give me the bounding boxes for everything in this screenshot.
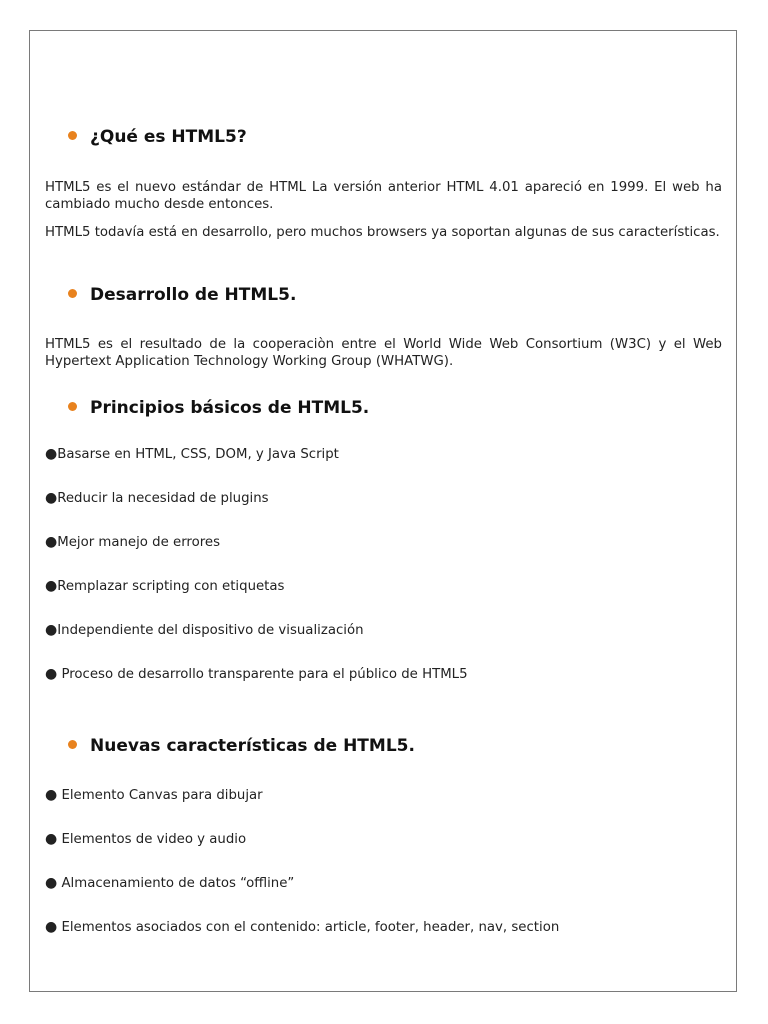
heading-bullet-icon <box>68 402 77 411</box>
bullet-icon: ● <box>45 919 58 935</box>
paragraph: HTML5 es el nuevo estándar de HTML La versión anterior HTML 4.01 apareció en 1999. El web ha cambiado mucho desde entonces. <box>45 180 722 212</box>
list-item-text: Elementos asociados con el contenido: article, footer, header, nav, section <box>57 920 560 935</box>
list-item-text: Almacenamiento de datos “offline” <box>57 876 295 891</box>
bullet-icon: ● <box>45 446 58 462</box>
section-heading-desarrollo <box>68 284 296 306</box>
list-item-text: Independiente del dispositivo de visualización <box>57 623 364 638</box>
heading-text: ¿Qué es HTML5? <box>90 127 247 147</box>
list-item-text: Mejor manejo de errores <box>57 535 221 550</box>
paragraph: HTML5 todavía está en desarrollo, pero muchos browsers ya soportan algunas de sus características. <box>45 225 720 240</box>
list-item <box>45 787 263 804</box>
heading-bullet-icon <box>68 131 77 140</box>
list-item <box>45 578 284 595</box>
bullet-icon: ● <box>45 490 58 506</box>
list-item-text: Remplazar scripting con etiquetas <box>57 579 285 594</box>
bullet-icon: ● <box>45 622 58 638</box>
heading-text: Principios básicos de HTML5. <box>90 398 370 418</box>
section-heading-nuevas <box>68 735 415 757</box>
heading-text: Nuevas características de HTML5. <box>90 736 415 756</box>
list-item <box>45 919 559 936</box>
bullet-icon: ● <box>45 666 58 682</box>
heading-bullet-icon <box>68 740 77 749</box>
list-item <box>45 622 364 639</box>
paragraph: HTML5 es el resultado de la cooperaciòn entre el World Wide Web Consortium (W3C) y el Web Hypertext Application Technology Working Group (WHATWG). <box>45 337 722 369</box>
bullet-icon: ● <box>45 831 58 847</box>
bullet-icon: ● <box>45 578 58 594</box>
bullet-icon: ● <box>45 787 58 803</box>
list-item <box>45 534 220 551</box>
bullet-icon: ● <box>45 875 58 891</box>
list-item-text: Elemento Canvas para dibujar <box>57 788 263 803</box>
list-item-text: Reducir la necesidad de plugins <box>57 491 269 506</box>
section-heading-que-es <box>68 126 247 148</box>
bullet-icon: ● <box>45 534 58 550</box>
heading-text: Desarrollo de HTML5. <box>90 285 297 305</box>
list-item <box>45 875 294 892</box>
section-heading-principios <box>68 397 369 419</box>
list-item <box>45 490 269 507</box>
list-item <box>45 831 246 848</box>
list-item-text: Basarse en HTML, CSS, DOM, y Java Script <box>57 447 339 462</box>
list-item <box>45 666 468 683</box>
heading-bullet-icon <box>68 289 77 298</box>
list-item-text: Proceso de desarrollo transparente para el público de HTML5 <box>57 667 468 682</box>
list-item <box>45 446 339 463</box>
list-item-text: Elementos de video y audio <box>57 832 247 847</box>
